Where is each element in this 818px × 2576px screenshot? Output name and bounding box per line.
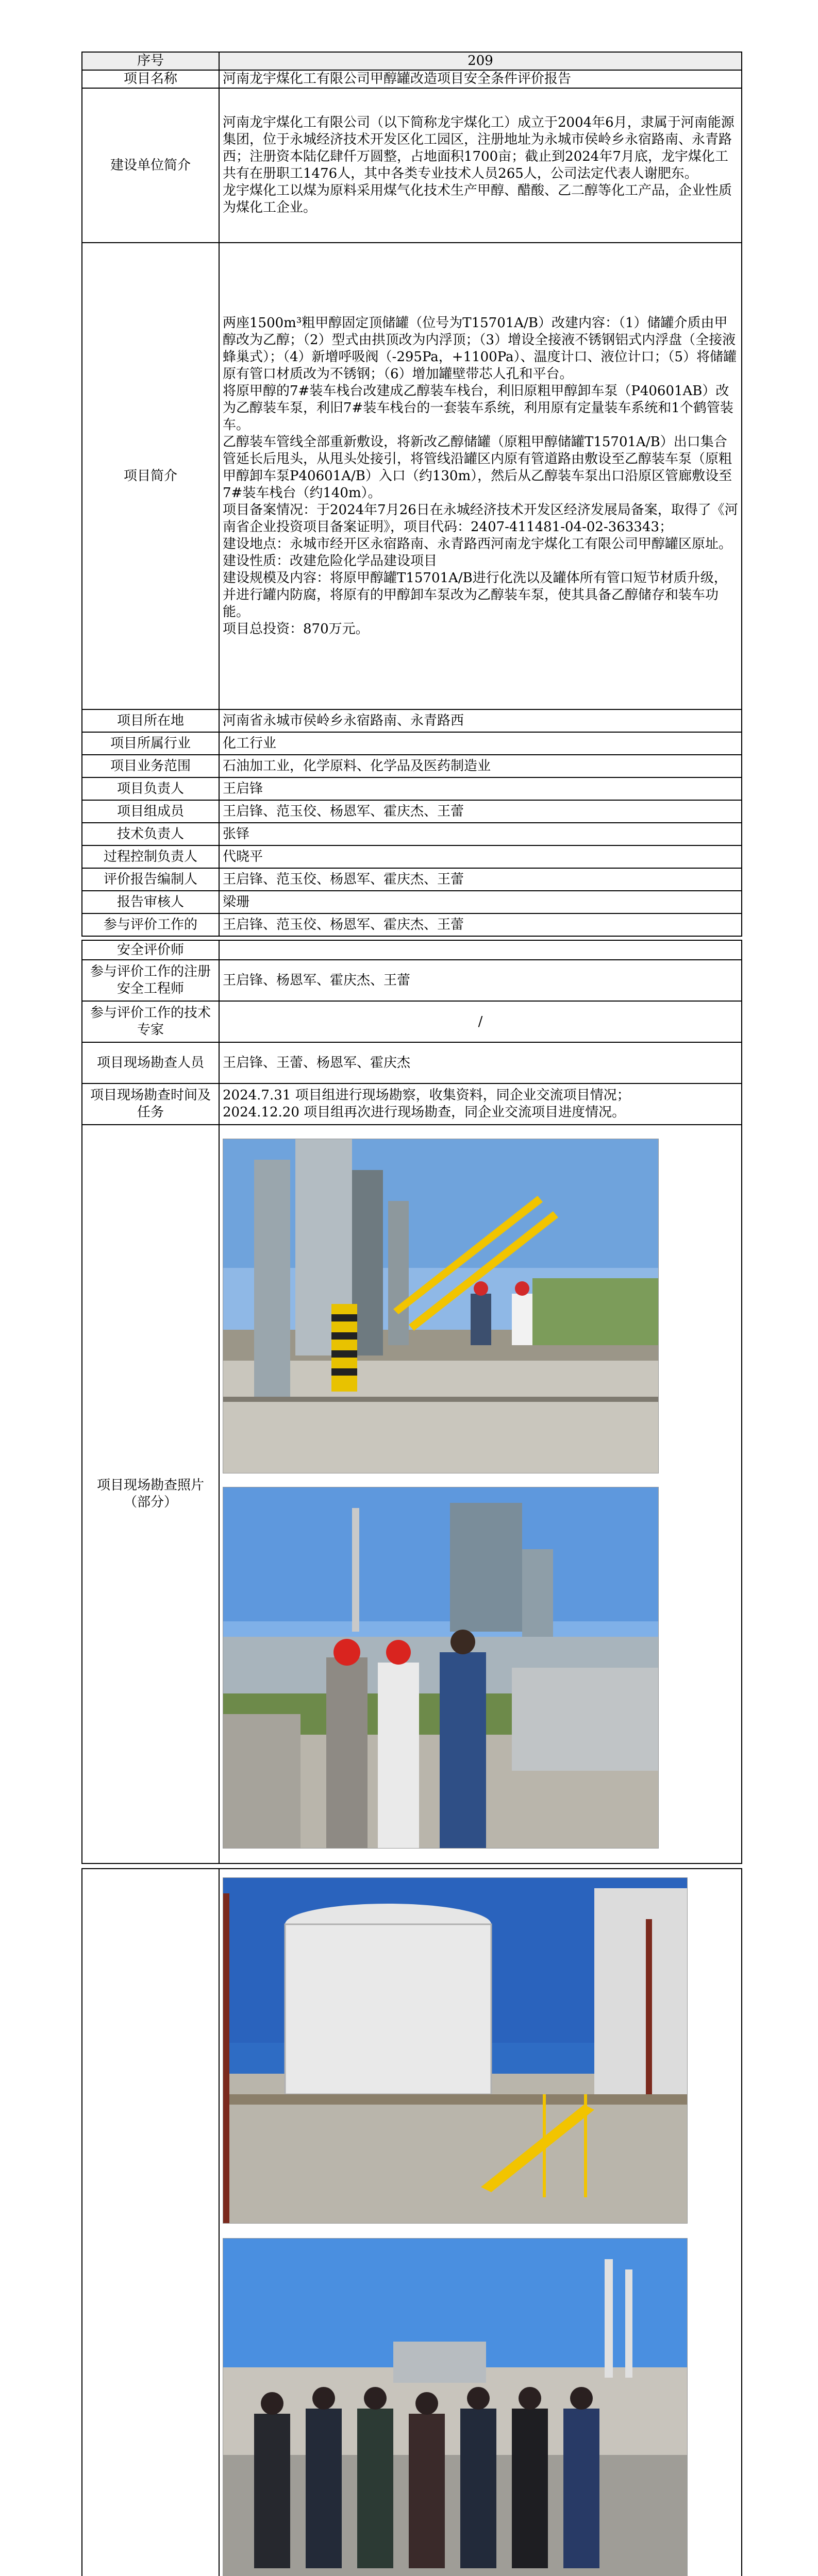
industry-label: 项目所属行业 (82, 732, 219, 755)
info-table-1 (81, 52, 742, 937)
project-lead-label: 项目负责人 (82, 777, 219, 800)
info-table-3 (81, 1868, 742, 2576)
report-reviewer-label: 报告审核人 (82, 891, 219, 913)
project-name-label: 项目名称 (82, 70, 219, 88)
site-photo-plant-steps (223, 1139, 659, 1473)
location-value: 河南省永城市侯岭乡永宿路南、永青路西 (219, 709, 742, 732)
team-members-value: 王启锋、范玉佼、杨恩军、霍庆杰、王蕾 (219, 800, 742, 823)
tech-experts-label: 参与评价工作的技术专家 (82, 1001, 219, 1042)
header-value: 209 (219, 52, 742, 70)
info-table-2 (81, 940, 742, 1864)
company-intro-paragraph: 龙宇煤化工以煤为原料采用煤气化技术生产甲醇、醋酸、乙二醇等化工产品，企业性质为煤化工企业。 (223, 183, 732, 215)
survey-time-label: 项目现场勘查时间及任务 (82, 1083, 219, 1125)
company-intro-value (219, 88, 742, 243)
process-control-value: 代晓平 (219, 845, 742, 868)
safety-assessor-value (219, 940, 742, 960)
project-intro-paragraph: 项目总投资：870万元。 (223, 621, 369, 637)
project-intro-paragraph: 项目备案情况：于2024年7月26日在永城经济技术开发区经济发展局备案，取得了《河南省企业投资项目备案证明》，项目代码：2407-411481-04-02-363343； (223, 502, 738, 535)
tech-experts-value: / (219, 1001, 742, 1042)
evaluation-form (81, 52, 742, 2576)
company-intro-paragraph: 河南龙宇煤化工有限公司（以下简称龙宇煤化工）成立于2004年6月，隶属于河南能源集团，位于永城经济技术开发区化工园区，注册地址为永城市侯岭乡永宿路南、永青路西；注册资本陆亿肆仟万圆整，占地面积1700亩；截止到2024年7月底，龙宇煤化工共有在册职工1476人，其中各类专业技术人员265人，公司法定代表人谢肥东。 (223, 115, 734, 181)
photos-cell (219, 1125, 742, 1863)
project-intro-paragraph: 建设地点：永城市经开区永宿路南、永青路西河南龙宇煤化工有限公司甲醇罐区原址。 (223, 536, 732, 552)
header-label: 序号 (82, 52, 219, 70)
project-lead-value: 王启锋 (219, 777, 742, 800)
location-label: 项目所在地 (82, 709, 219, 732)
project-name-value: 河南龙宇煤化工有限公司甲醇罐改造项目安全条件评价报告 (219, 70, 742, 88)
photos-label: 项目现场勘查照片（部分） (82, 1125, 219, 1863)
business-scope-value: 石油加工业，化学原料、化学品及医药制造业 (219, 755, 742, 777)
project-intro-paragraph: 两座1500m³粗甲醇固定顶储罐（位号为T15701A/B）改建内容：（1）储罐介质由甲醇改为乙醇；（2）型式由拱顶改为内浮顶；（3）增设全接液不锈钢铝式内浮盘（全接液蜂巢式）；（4）新增呼吸阀（-295Pa，+1100Pa）、温度计口、液位计口；（5）将储罐原有管口材质改为不锈钢；（6）增加罐壁带芯人孔和平台。 (223, 315, 737, 382)
business-scope-label: 项目业务范围 (82, 755, 219, 777)
photos-label-continued (82, 1869, 219, 2576)
participants-value: 王启锋、范玉佼、杨恩军、霍庆杰、王蕾 (219, 913, 742, 936)
registered-engineers-value: 王启锋、杨恩军、霍庆杰、王蕾 (219, 960, 742, 1001)
project-intro-paragraph: 乙醇装车管线全部重新敷设，将新改乙醇储罐（原粗甲醇储罐T15701A/B）出口集合管延长后甩头，从甩头处接引，将管线沿罐区内原有管道路由敷设至乙醇装车泵（原粗甲醇卸车泵P40601A/B）入口（约130m），然后从乙醇装车泵出口沿原区管廊敷设至7#装车栈台（约140m）。 (223, 434, 732, 501)
team-members-label: 项目组成员 (82, 800, 219, 823)
project-intro-label: 项目简介 (82, 243, 219, 709)
photos-cell-continued (219, 1869, 742, 2576)
survey-time-value (219, 1083, 742, 1125)
tech-lead-value: 张铎 (219, 823, 742, 845)
survey-line: 2024.12.20 项目组再次进行现场勘查，同企业交流项目进度情况。 (223, 1105, 626, 1120)
survey-staff-label: 项目现场勘查人员 (82, 1042, 219, 1083)
report-authors-label: 评价报告编制人 (82, 868, 219, 891)
report-authors-value: 王启锋、范玉佼、杨恩军、霍庆杰、王蕾 (219, 868, 742, 891)
site-photo-storage-tank (223, 1877, 688, 2224)
site-photo-plant-overview (223, 1487, 659, 1849)
project-intro-paragraph: 建设性质：改建危险化学品建设项目 (223, 553, 438, 569)
process-control-label: 过程控制负责人 (82, 845, 219, 868)
survey-staff-value: 王启锋、王蕾、杨恩军、霍庆杰 (219, 1042, 742, 1083)
project-intro-value (219, 243, 742, 709)
project-intro-paragraph: 建设规模及内容：将原甲醇罐T15701A/B进行化洗以及罐体所有管口短节材质升级，并进行罐内防腐，将原有的甲醇卸车泵改为乙醇装车泵，使其具备乙醇储存和装车功能。 (223, 570, 727, 620)
safety-assessor-label: 安全评价师 (82, 940, 219, 960)
registered-engineers-label: 参与评价工作的注册安全工程师 (82, 960, 219, 1001)
industry-value: 化工行业 (219, 732, 742, 755)
site-photo-group (223, 2238, 688, 2576)
report-reviewer-value: 梁珊 (219, 891, 742, 913)
tech-lead-label: 技术负责人 (82, 823, 219, 845)
company-intro-label: 建设单位简介 (82, 88, 219, 243)
participants-label: 参与评价工作的 (82, 913, 219, 936)
project-intro-paragraph: 将原甲醇的7#装车栈台改建成乙醇装车栈台，利旧原粗甲醇卸车泵（P40601AB）改为乙醇装车泵，利旧7#装车栈台的一套装车系统，利用原有定量装车系统和1个鹤管装车。 (223, 383, 733, 433)
survey-line: 2024.7.31 项目组进行现场勘察，收集资料，同企业交流项目情况； (223, 1088, 630, 1103)
